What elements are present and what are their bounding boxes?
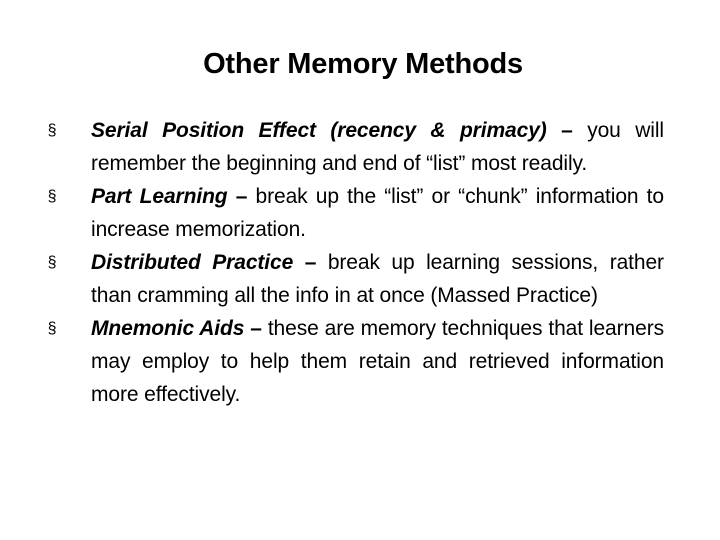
bullet-term: Part Learning: [91, 185, 228, 208]
bullet-separator: –: [304, 251, 328, 274]
bullet-item: [42, 312, 664, 411]
bullet-separator: –: [235, 185, 256, 208]
bullet-separator: –: [561, 119, 588, 142]
bullet-term: Mnemonic Aids: [91, 317, 245, 340]
bullet-term: Serial Position Effect (recency & primacy): [91, 119, 547, 142]
bullet-list: [42, 114, 664, 411]
bullet-marker-icon: §: [47, 320, 57, 337]
bullet-marker-icon: §: [47, 254, 57, 271]
bullet-item: [42, 246, 664, 312]
slide-title: Other Memory Methods: [203, 48, 523, 80]
bullet-text: you will remember the beginning and end of “list” most readily.: [91, 119, 664, 175]
bullet-text: these are memory techniques that learners may employ to help them retain and retrieved information more effectively.: [91, 317, 664, 406]
bullet-item: [42, 180, 664, 246]
bullet-marker-icon: §: [47, 188, 57, 205]
bullet-item: [42, 114, 664, 180]
bullet-marker-icon: §: [47, 122, 57, 139]
bullet-separator: –: [250, 317, 268, 340]
bullet-text: break up learning sessions, rather than cramming all the info in at once (Massed Practice): [91, 251, 664, 307]
bullet-text: break up the “list” or “chunk” information to increase memorization.: [91, 185, 664, 241]
bullet-term: Distributed Practice: [91, 251, 294, 274]
